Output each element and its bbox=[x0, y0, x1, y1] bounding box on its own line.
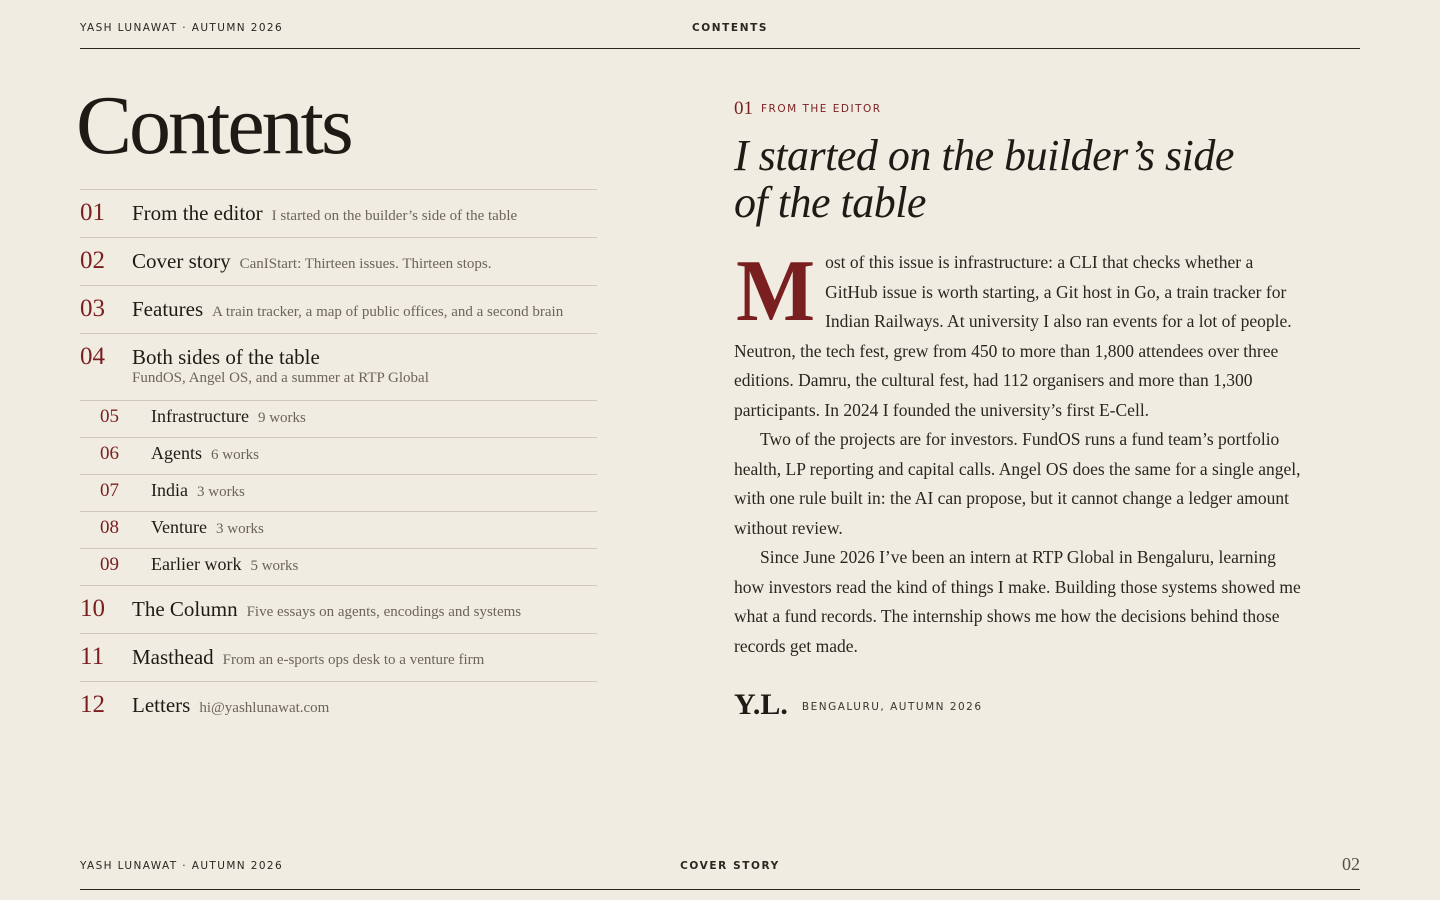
toc-entry-number: 05 bbox=[100, 406, 119, 427]
toc-entry-number: 07 bbox=[100, 480, 119, 501]
toc-subentry-earlier-work[interactable] bbox=[80, 549, 597, 586]
toc-subentry-infrastructure[interactable] bbox=[80, 401, 597, 438]
letters-email-link[interactable]: hi@yashlunawat.com bbox=[199, 700, 330, 716]
toc-entry-count: 3 works bbox=[196, 484, 245, 500]
page-number: 02 bbox=[1342, 854, 1360, 874]
toc-entry-title: Cover story bbox=[132, 249, 231, 273]
toc-entry-number: 04 bbox=[80, 343, 105, 370]
article-number: 01 bbox=[734, 98, 753, 119]
toc-subentry-india[interactable] bbox=[80, 475, 597, 512]
toc-entry-title: Features bbox=[132, 297, 204, 321]
footer-section-title: COVER STORY bbox=[680, 860, 780, 872]
signature-initials: Y.L. bbox=[734, 688, 788, 721]
signature-place: BENGALURU, AUTUMN 2026 bbox=[801, 701, 983, 713]
toc-entry-the-column[interactable] bbox=[80, 586, 597, 634]
toc-entry-count: 3 works bbox=[215, 521, 264, 537]
toc-entry-description: Five essays on agents, encodings and systems bbox=[246, 604, 522, 620]
signature bbox=[734, 688, 983, 722]
toc-entry-title: From the editor bbox=[132, 201, 263, 225]
running-footer bbox=[80, 854, 1360, 890]
article-paragraph: Most of this issue is infrastructure: a CLI that checks whether a GitHub issue is worth starting, a Git host in Go, a train tracker for Indian Railways. At university I also ran events for a lot of people. Neutron, the tech fest, grew from 450 to more than 1,800 attendees over three editions. Damru, the cultural fest, had 112 organisers and more than 1,300 participants. In 2024 I founded the university’s first E-Cell. bbox=[734, 243, 1292, 420]
toc-entry-number: 02 bbox=[80, 247, 105, 274]
toc-entry-title: Masthead bbox=[132, 645, 214, 669]
toc-entry-title: Venture bbox=[151, 517, 207, 537]
toc-entry-description: I started on the builder’s side of the table bbox=[271, 208, 518, 224]
toc-subentry-venture[interactable] bbox=[80, 512, 597, 549]
header-byline: YASH LUNAWAT · AUTUMN 2026 bbox=[80, 22, 284, 34]
toc-entry-title: Letters bbox=[132, 693, 191, 717]
toc-entry-number: 01 bbox=[80, 199, 105, 226]
toc-entry-count: 9 works bbox=[257, 410, 306, 426]
toc-entry-masthead[interactable] bbox=[80, 634, 597, 682]
toc-entry-description: FundOS, Angel OS, and a summer at RTP Global bbox=[132, 370, 429, 386]
toc-entry-number: 03 bbox=[80, 295, 105, 322]
toc-entry-description: CanIStart: Thirteen issues. Thirteen stops. bbox=[239, 256, 492, 272]
toc-entry-number: 09 bbox=[100, 554, 119, 575]
article-kicker bbox=[734, 98, 882, 120]
toc-entry-title: India bbox=[151, 480, 188, 500]
footer-byline: YASH LUNAWAT · AUTUMN 2026 bbox=[80, 860, 284, 872]
toc-entry-features[interactable] bbox=[80, 286, 597, 334]
toc-entry-number: 10 bbox=[80, 595, 105, 622]
toc-entry-title: The Column bbox=[132, 597, 238, 621]
toc-entry-number: 12 bbox=[80, 691, 105, 718]
toc-entry-letters[interactable] bbox=[80, 682, 597, 729]
toc-title: Contents bbox=[76, 79, 351, 172]
toc-entry-number: 08 bbox=[100, 517, 119, 538]
article-section-label: FROM THE EDITOR bbox=[761, 103, 882, 115]
toc-subentry-agents[interactable] bbox=[80, 438, 597, 475]
toc-entry-both-sides[interactable] bbox=[80, 334, 597, 401]
drop-cap: M bbox=[736, 243, 815, 340]
toc-entry-title: Both sides of the table bbox=[132, 345, 320, 369]
toc-entry-description: From an e-sports ops desk to a venture firm bbox=[222, 652, 485, 668]
article-paragraph: Two of the projects are for investors. FundOS runs a fund team’s portfolio health, LP reporting and capital calls. Angel OS does the same for a single angel, with one rule built in: the AI can propose, but it cannot change a ledger amount without review. bbox=[734, 429, 1301, 538]
toc-entry-number: 06 bbox=[100, 443, 119, 464]
toc-entry-from-the-editor[interactable] bbox=[80, 190, 597, 238]
toc-entry-title: Infrastructure bbox=[151, 406, 249, 426]
header-section-title: CONTENTS bbox=[691, 22, 769, 34]
toc-entry-count: 6 works bbox=[211, 447, 259, 463]
toc-entry-description: A train tracker, a map of public offices, and a second brain bbox=[212, 304, 564, 320]
running-header bbox=[80, 22, 1360, 49]
toc-entry-title: Agents bbox=[151, 443, 202, 463]
article-body bbox=[734, 243, 1302, 661]
article-headline: I started on the builder’s side of the table bbox=[734, 131, 1234, 227]
article-paragraph: Since June 2026 I’ve been an intern at RTP Global in Bengaluru, learning how investors read the kind of things I make. Building those systems showed me what a fund records. The internship shows me how the decisions behind those records get made. bbox=[734, 547, 1301, 656]
toc-entry-title: Earlier work bbox=[151, 554, 242, 574]
toc-entry-cover-story[interactable] bbox=[80, 238, 597, 286]
toc-entry-count: 5 works bbox=[250, 558, 299, 574]
table-of-contents bbox=[80, 189, 597, 729]
toc-entry-number: 11 bbox=[80, 643, 105, 670]
